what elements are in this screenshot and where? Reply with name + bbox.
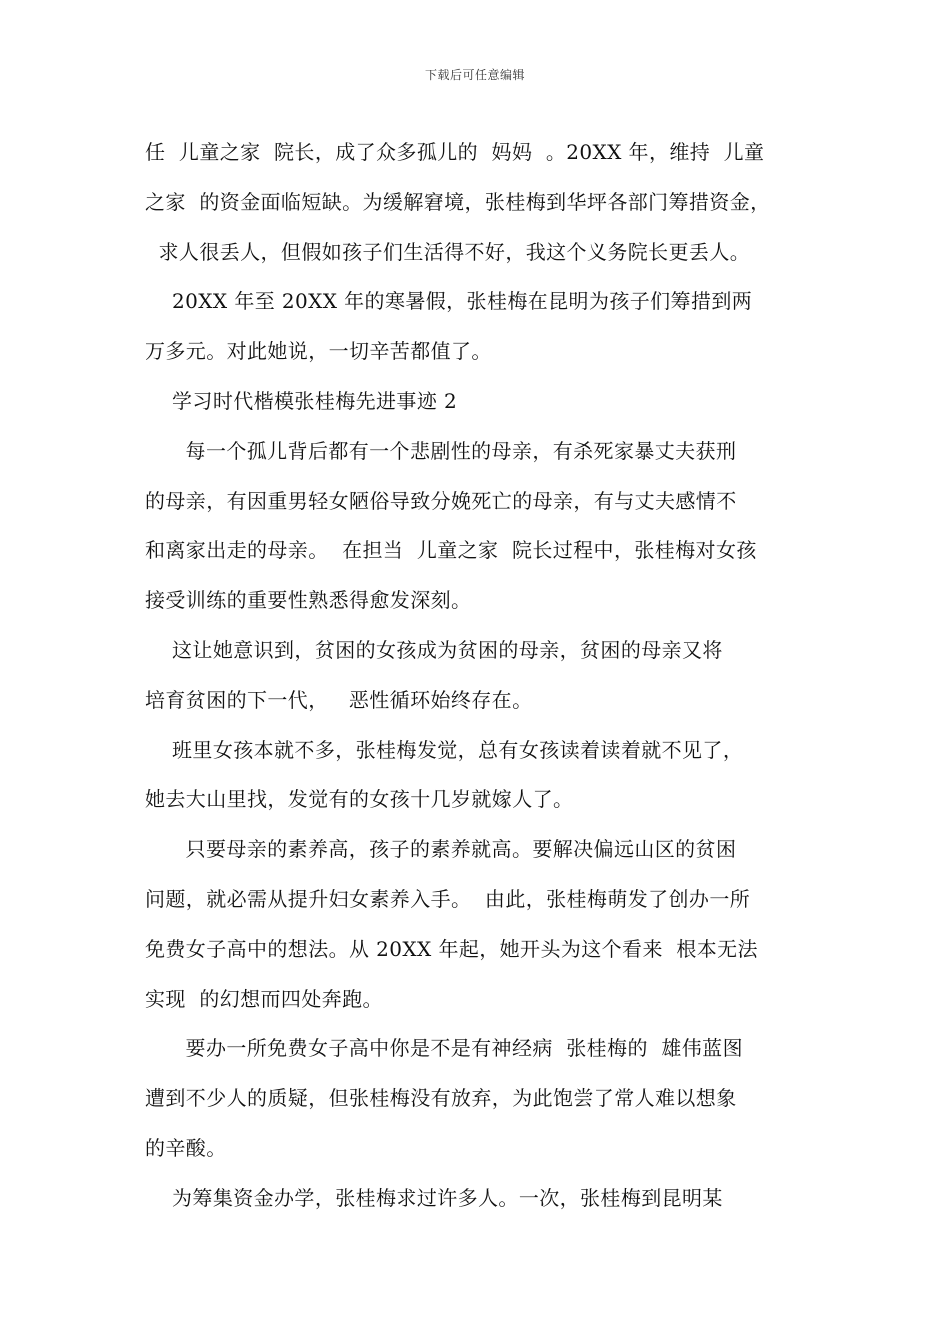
- text-line: 只要母亲的素养高，孩子的素养就高。要解决偏远山区的贫困: [145, 837, 737, 862]
- document-body: [145, 128, 815, 1224]
- text-line: 求人很丢人，但假如孩子们生活得不好，我这个义务院长更丢人。: [145, 239, 751, 264]
- text-line: 之家 的资金面临短缺。为缓解窘境，张桂梅到华坪各部门筹措资金，: [145, 189, 771, 214]
- text-line: 她去大山里找，发觉有的女孩十几岁就嫁人了。: [145, 787, 574, 812]
- text-line: 20XX 年至 20XX 年的寒暑假，张桂梅在昆明为孩子们筹措到两: [145, 289, 753, 314]
- text-line: 和离家出走的母亲。 在担当 儿童之家 院长过程中，张桂梅对女孩: [145, 538, 757, 563]
- page-header: 下载后可任意编辑: [424, 68, 525, 82]
- text-line: 的辛酸。: [145, 1135, 227, 1160]
- text-line: 遭到不少人的质疑，但张桂梅没有放弃，为此饱尝了常人难以想象: [145, 1086, 737, 1111]
- text-line: 免费女子高中的想法。从 20XX 年起，她开头为这个看来 根本无法: [145, 936, 758, 961]
- text-line: 接受训练的重要性熟悉得愈发深刻。: [145, 588, 472, 613]
- text-line: 任 儿童之家 院长，成了众多孤儿的 妈妈 。20XX 年，维持 儿童: [145, 140, 765, 164]
- text-line: 这让她意识到，贫困的女孩成为贫困的母亲，贫困的母亲又将: [145, 637, 723, 662]
- text-line: 为筹集资金办学，张桂梅求过许多人。一次，张桂梅到昆明某: [145, 1185, 723, 1210]
- text-line: 培育贫困的下一代， 恶性循环始终存在。: [145, 687, 533, 712]
- section-heading: 学习时代楷模张桂梅先进事迹 2: [145, 388, 458, 413]
- text-line: 每一个孤儿背后都有一个悲剧性的母亲，有杀死家暴丈夫获刑: [145, 438, 737, 463]
- text-line: 实现 的幻想而四处奔跑。: [145, 986, 383, 1011]
- text-line: 问题，就必需从提升妇女素养入手。 由此，张桂梅萌发了创办一所: [145, 886, 751, 911]
- text-line: 的母亲，有因重男轻女陋俗导致分娩死亡的母亲，有与丈夫感情不: [145, 488, 737, 513]
- text-line: 万多元。对此她说，一切辛苦都值了。: [145, 339, 492, 364]
- text-line: 班里女孩本就不多，张桂梅发觉，总有女孩读着读着就不见了，: [145, 737, 744, 762]
- text-line: 要办一所免费女子高中你是不是有神经病 张桂梅的 雄伟蓝图: [145, 1036, 743, 1061]
